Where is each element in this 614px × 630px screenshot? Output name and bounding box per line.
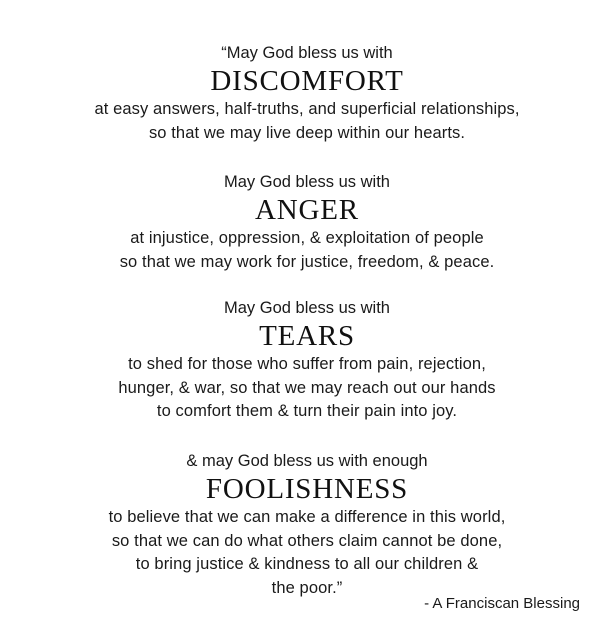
stanza-line: at injustice, oppression, & exploitation of people xyxy=(130,229,484,247)
stanza-keyword: FOOLISHNESS xyxy=(205,473,409,505)
stanza-keyword: DISCOMFORT xyxy=(210,65,404,97)
stanza-line: the poor.” xyxy=(271,578,343,597)
attribution: - A Franciscan Blessing xyxy=(424,595,580,612)
stanza-line: to shed for those who suffer from pain, rejection, xyxy=(128,355,486,373)
stanza-line: to believe that we can make a difference in this world, xyxy=(108,508,506,526)
stanza-line: so that we may work for justice, freedom, & peace. xyxy=(119,252,495,271)
stanza-intro: May God bless us with xyxy=(224,173,390,191)
stanza-intro: “May God bless us with xyxy=(221,44,393,62)
stanza-line: so that we can do what others claim cannot be done, xyxy=(111,531,503,550)
stanza-intro: & may God bless us with enough xyxy=(186,452,428,470)
stanza-anger xyxy=(0,171,614,274)
stanza-foolishness xyxy=(0,450,614,600)
stanza-line: hunger, & war, so that we may reach out our hands xyxy=(118,378,496,397)
stanza-keyword: ANGER xyxy=(255,194,359,226)
stanza-intro: May God bless us with xyxy=(224,299,390,317)
stanza-line: to comfort them & turn their pain into joy. xyxy=(156,402,458,420)
stanza-line: to bring justice & kindness to all our children & xyxy=(135,555,479,573)
stanza-tears xyxy=(0,297,614,424)
stanza-keyword: TEARS xyxy=(259,320,355,352)
stanza-line: at easy answers, half-truths, and superficial relationships, xyxy=(94,100,520,118)
stanza-line: so that we may live deep within our hearts. xyxy=(148,123,466,142)
stanza-discomfort xyxy=(0,42,614,145)
